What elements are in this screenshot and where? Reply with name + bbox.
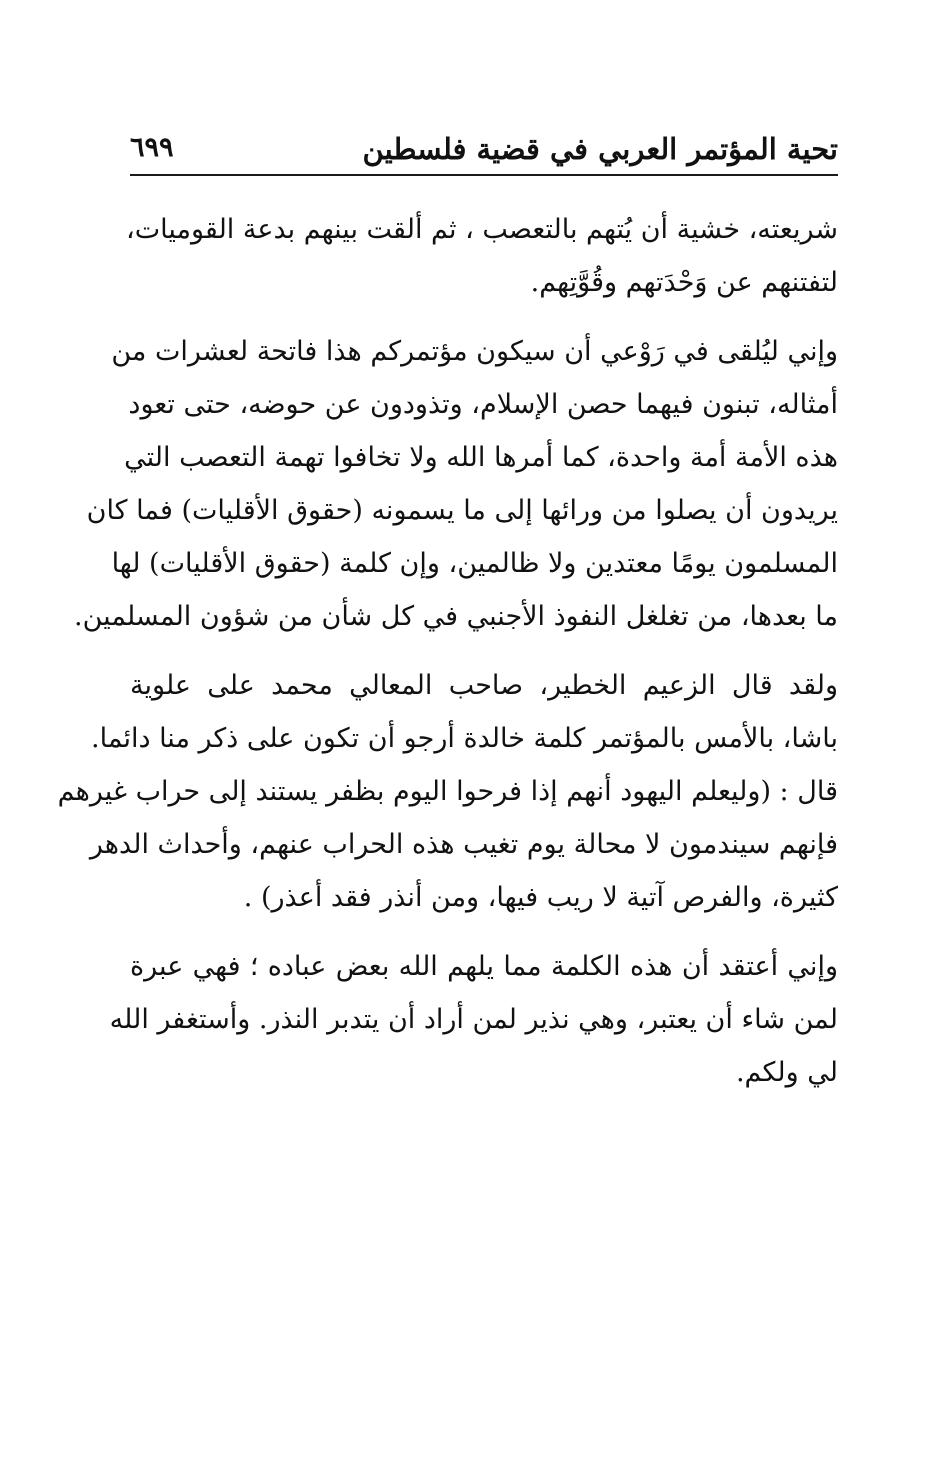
text-line: شريعته، خشية أن يُتهم بالتعصب ، ثم ألقت بينهم بدعة القوميات،	[126, 214, 838, 245]
text-line: ولقد قال الزعيم الخطير، صاحب المعالي محمد على علوية	[130, 670, 838, 701]
running-title: تحية المؤتمر العربي في قضية فلسطين	[362, 132, 838, 166]
paragraph-gap	[130, 924, 838, 940]
text-line: قال : (وليعلم اليهود أنهم إذا فرحوا اليوم بظفر يستند إلى حراب غيرهم	[57, 776, 838, 807]
text-line: لمن شاء أن يعتبر، وهي نذير لمن أراد أن يتدبر النذر. وأستغفر الله	[109, 1004, 838, 1035]
text-line: وإني أعتقد أن هذه الكلمة مما يلهم الله بعض عباده ؛ فهي عبرة	[130, 951, 838, 982]
text-line: المسلمون يومًا معتدين ولا ظالمين، وإن كلمة (حقوق الأقليات) لها	[111, 548, 838, 579]
text-line: أمثاله، تبنون فيهما حصن الإسلام، وتذودون عن حوضه، حتى تعود	[128, 389, 838, 420]
text-line: فإنهم سيندمون لا محالة يوم تغيب هذه الحراب عنهم، وأحداث الدهر	[89, 829, 838, 860]
body-text	[57, 203, 838, 1099]
paragraph-gap	[130, 309, 838, 325]
text-line: ما بعدها، من تغلغل النفوذ الأجنبي في كل شأن من شؤون المسلمين.	[74, 601, 838, 632]
page-number: ٦٩٩	[130, 132, 174, 163]
text-line: يريدون أن يصلوا من ورائها إلى ما يسمونه (حقوق الأقليات) فما كان	[86, 495, 838, 526]
paragraph-gap	[130, 643, 838, 659]
text-line: باشا، بالأمس بالمؤتمر كلمة خالدة أرجو أن تكون على ذكر منا دائما.	[91, 723, 838, 754]
running-header	[130, 128, 838, 176]
text-line: هذه الأمة أمة واحدة، كما أمرها الله ولا تخافوا تهمة التعصب التي	[124, 442, 838, 473]
text-line: لتفتنهم عن وَحْدَتهم وقُوَّتِهم.	[530, 267, 838, 298]
text-line: لي ولكم.	[735, 1057, 838, 1088]
text-line: وإني ليُلقى في رَوْعي أن سيكون مؤتمركم هذا فاتحة لعشرات من	[111, 336, 838, 367]
text-line: كثيرة، والفرص آتية لا ريب فيها، ومن أنذر فقد أعذر) .	[243, 882, 838, 913]
